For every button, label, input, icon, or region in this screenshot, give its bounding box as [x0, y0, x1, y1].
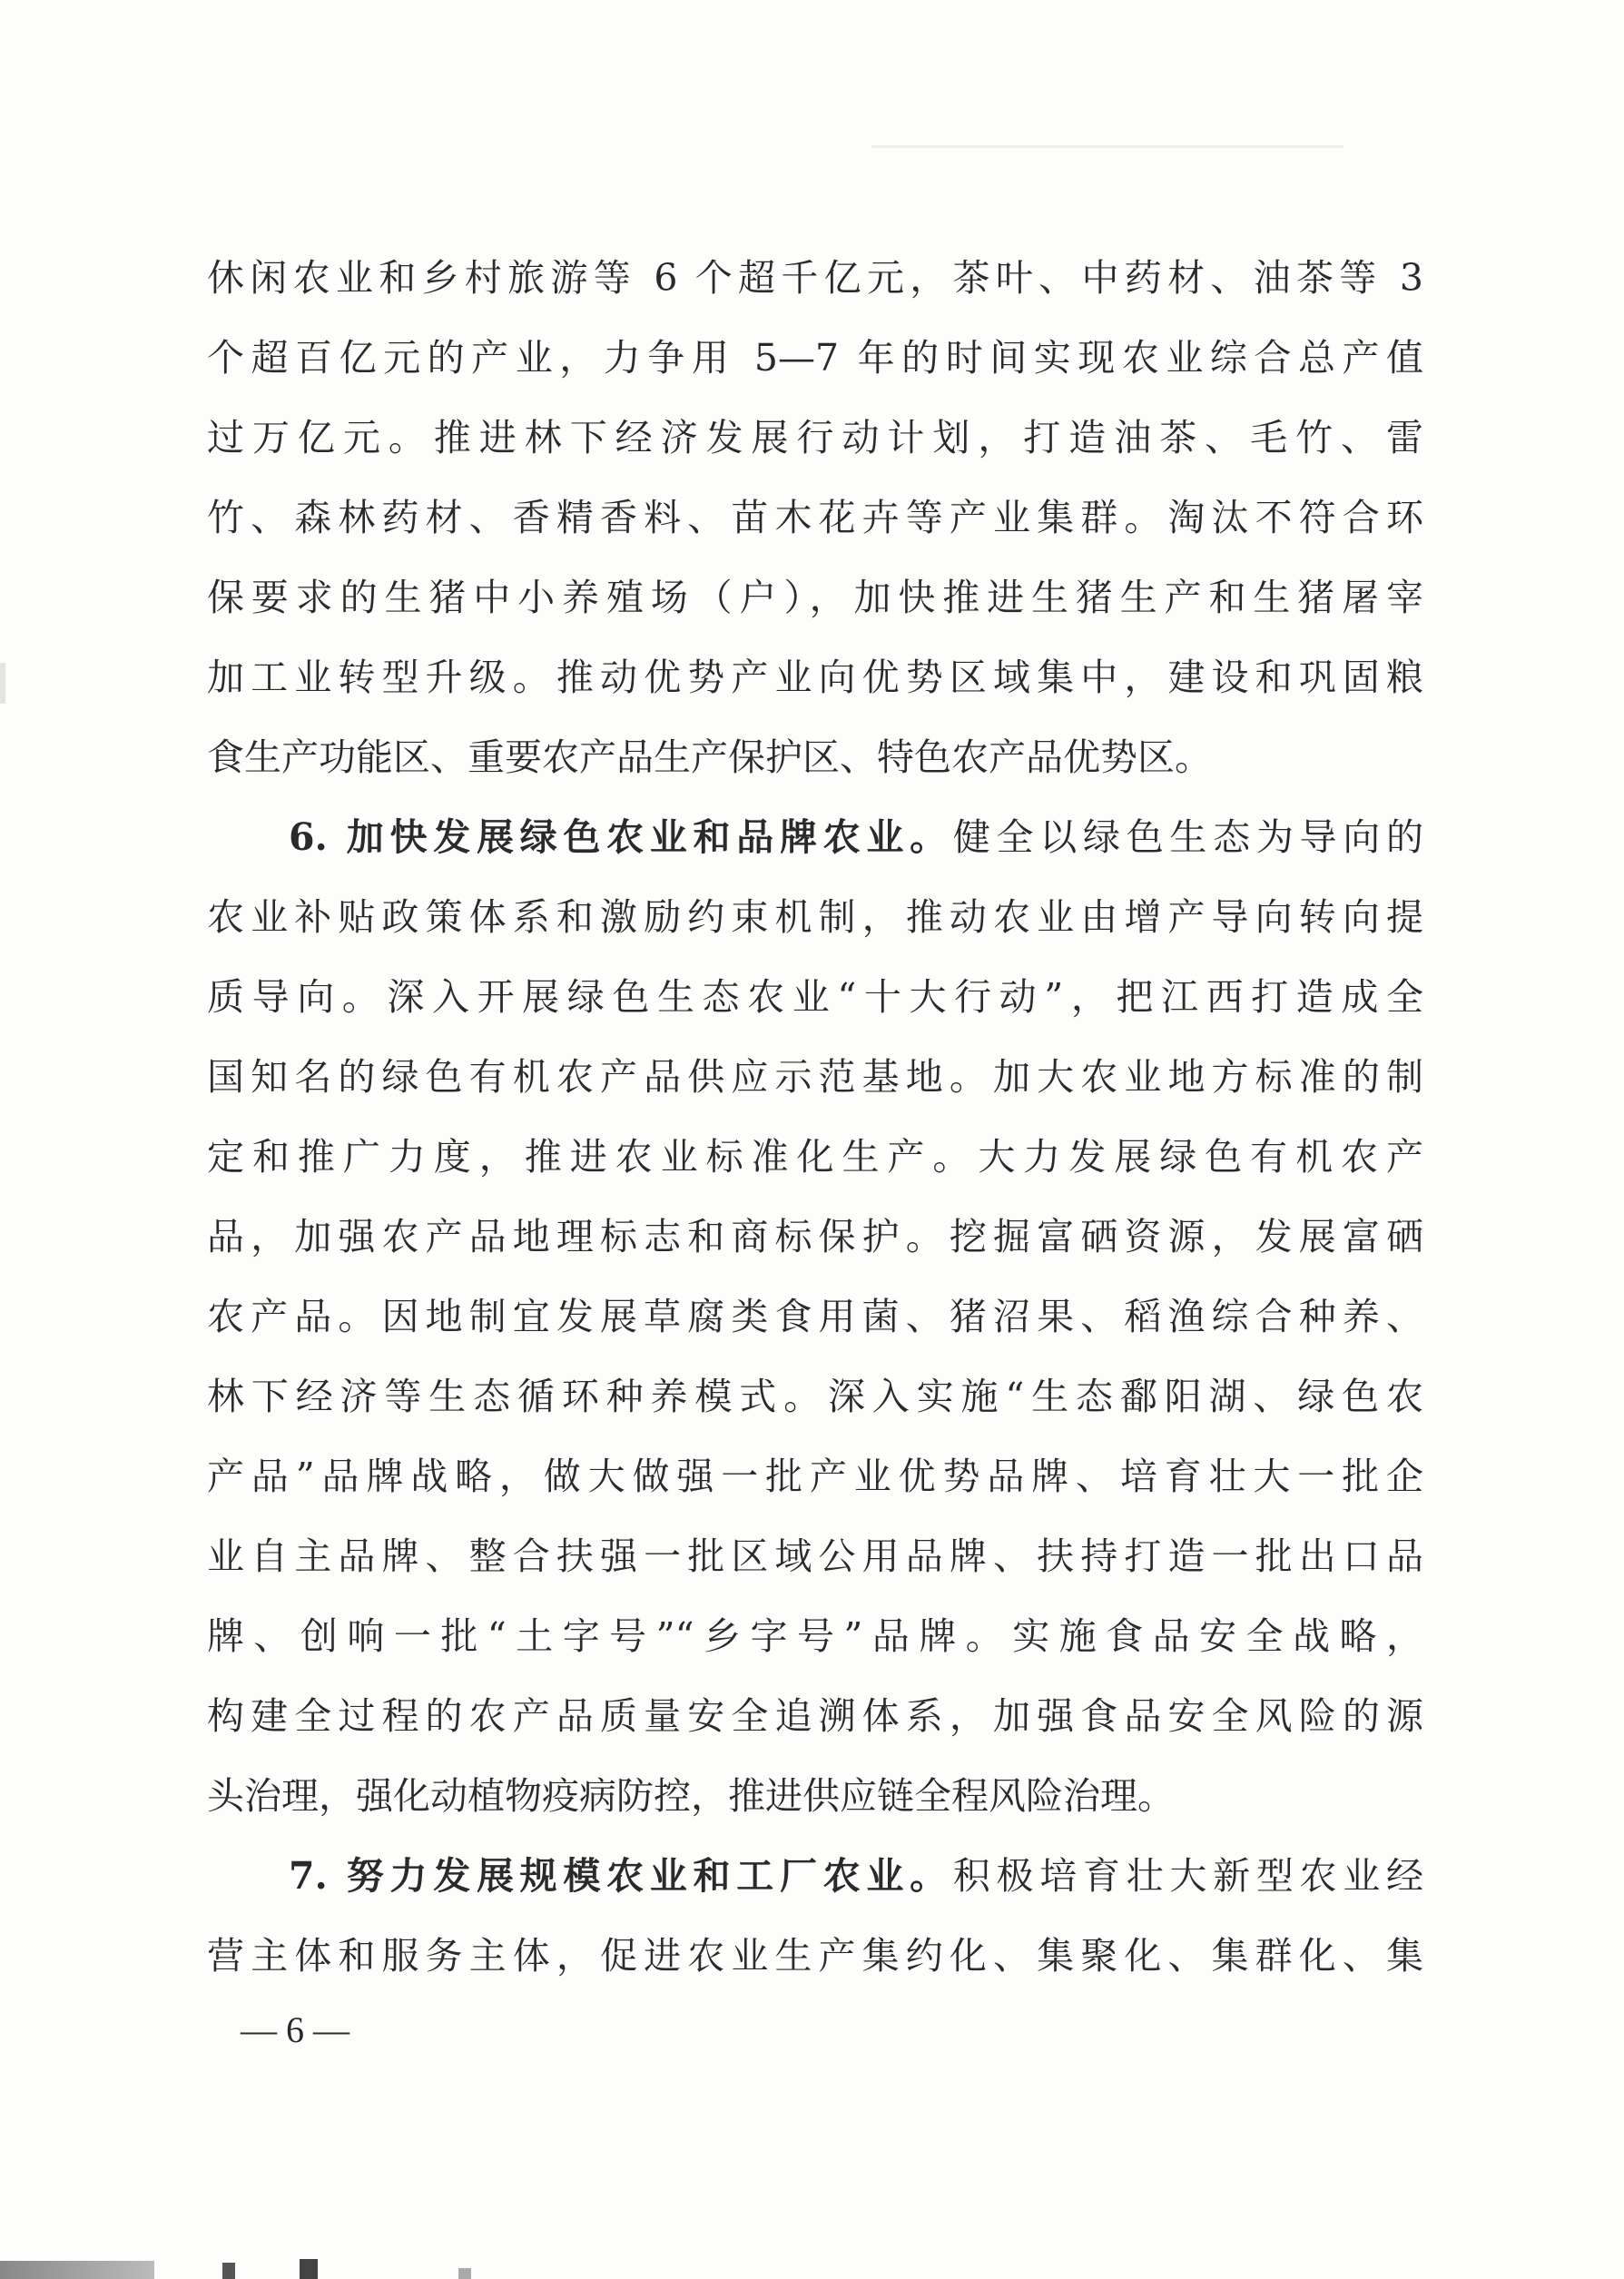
- scan-artifact: [871, 145, 1343, 148]
- text-line: 保要求的生猪中小养殖场（户），加快推进生猪生产和生猪屠宰: [207, 576, 1423, 619]
- scan-artifact: [222, 2263, 235, 2279]
- text-line: 头治理，强化动植物疫病防控，推进供应链全程风险治理。: [207, 1774, 1175, 1818]
- text-line: 定和推广力度，推进农业标准化生产。大力发展绿色有机农产: [207, 1135, 1423, 1179]
- scan-artifact: [300, 2259, 318, 2279]
- section-7-first-line-text: 积极培育壮大新型农业经: [952, 1854, 1423, 1898]
- text-line: 构建全过程的农产品质量安全追溯体系，加强食品安全风险的源: [207, 1694, 1423, 1738]
- text-line: 产品”品牌战略，做大做强一批产业优势品牌、培育壮大一批企: [207, 1455, 1423, 1498]
- page-number: — 6 —: [241, 2009, 349, 2050]
- text-line-first: [207, 1836, 1423, 1916]
- text-line: 林下经济等生态循环种养模式。深入实施“生态鄱阳湖、绿色农: [207, 1375, 1423, 1418]
- body-text: [207, 238, 1423, 1996]
- section-6-first-line-text: 健全以绿色生态为导向的: [952, 815, 1423, 859]
- paragraph-section-7: [207, 1836, 1423, 1996]
- text-line: 质导向。深入开展绿色生态农业“十大行动”，把江西打造成全: [207, 975, 1423, 1019]
- text-line: 国知名的绿色有机农产品供应示范基地。加大农业地方标准的制: [207, 1055, 1423, 1099]
- scan-artifact: [0, 2261, 154, 2279]
- text-line: 农业补贴政策体系和激励约束机制，推动农业由增产导向转向提: [207, 895, 1423, 939]
- paragraph-continued: [207, 238, 1423, 797]
- text-line-first: [207, 797, 1423, 877]
- text-line: 竹、森林药材、香精香料、苗木花卉等产业集群。淘汰不符合环: [207, 496, 1423, 539]
- text-line: 牌、创响一批“土字号”“乡字号”品牌。实施食品安全战略，: [207, 1614, 1423, 1658]
- text-line: 农产品。因地制宜发展草腐类食用菌、猪沼果、稻渔综合种养、: [207, 1295, 1423, 1338]
- text-line: 过万亿元。推进林下经济发展行动计划，打造油茶、毛竹、雷: [207, 416, 1423, 459]
- text-line: 个超百亿元的产业，力争用 5—7 年的时间实现农业综合总产值: [207, 336, 1423, 380]
- text-line: 品，加强农产品地理标志和商标保护。挖掘富硒资源，发展富硒: [207, 1215, 1423, 1258]
- text-line: 营主体和服务主体，促进农业生产集约化、集聚化、集群化、集: [207, 1934, 1423, 1978]
- text-line: 食生产功能区、重要农产品生产保护区、特色农产品优势区。: [207, 735, 1212, 779]
- text-line: 加工业转型升级。推动优势产业向优势区域集中，建设和巩固粮: [207, 656, 1423, 699]
- scan-artifact: [458, 2268, 471, 2279]
- text-line: 休闲农业和乡村旅游等 6 个超千亿元，茶叶、中药材、油茶等 3: [207, 256, 1423, 300]
- section-6-heading: 6. 加快发展绿色农业和品牌农业。: [289, 815, 953, 859]
- section-7-heading: 7. 努力发展规模农业和工厂农业。: [289, 1854, 953, 1898]
- text-line: 业自主品牌、整合扶强一批区域公用品牌、扶持打造一批出口品: [207, 1534, 1423, 1578]
- scan-artifact: [0, 663, 5, 704]
- paragraph-section-6: [207, 797, 1423, 1836]
